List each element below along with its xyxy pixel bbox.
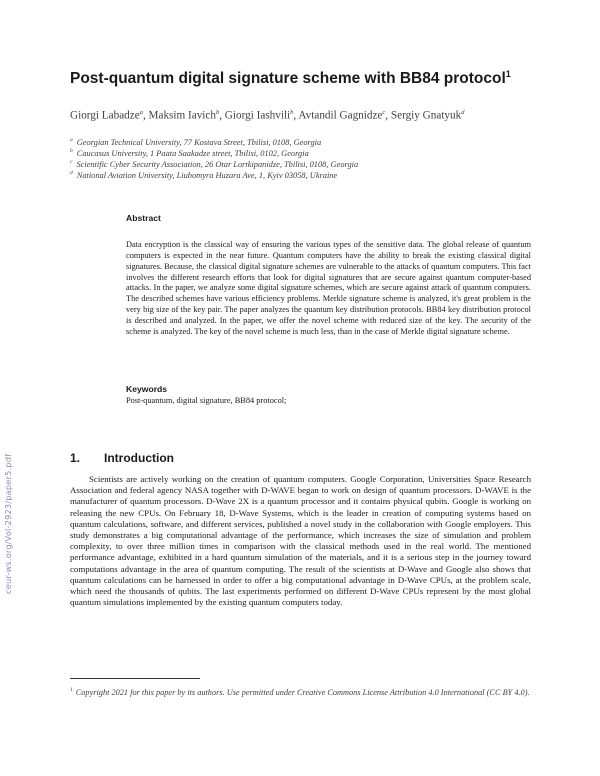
affiliation-text: Scientific Cyber Security Association, 26 Otar Lortkipanidze, Tbilisi, 0108, Georgia [76, 159, 359, 169]
affiliation-mark: c [70, 159, 73, 165]
author: Giorgi Labadze [70, 109, 140, 122]
paper-title-text: Post-quantum digital signature scheme with BB84 protocol [70, 70, 506, 88]
affiliation [70, 170, 540, 181]
footnote-mark: 1 [70, 687, 73, 693]
affiliation-mark: d [70, 170, 73, 176]
author-affil-mark: d [461, 109, 465, 116]
author: Maksim Iavich [148, 109, 216, 122]
abstract-text: Data encryption is the classical way of ensuring the various types of the sensitive data. The global release of quantum computers is expected in the near future. Quantum computers have the ability to break the existing classical digital signatures. Because, the classical digital signature schemes are vulnerable to the attacks of quantum computers. This fact involves the different research efforts that look for digital signatures that are secure against quantum computer-based attacks. In the paper, we analyze some digital signature schemes, which are secure against attack of quantum computers. The described schemes have various efficiency problems. Merkle signature scheme is analyzed, it's great problem is the very big size of the key pair. The paper analyzes the quantum key distribution protocols. BB84 key distribution protocol is described and analyzed. In the paper, we offer the novel scheme with reduced size of the key. The security of the scheme is analyzed. The key of the novel scheme is much less, than in the case of Merkle digital signature scheme. [126, 240, 531, 336]
title-footnote-mark: 1 [505, 69, 511, 79]
author-affil-mark: c [382, 109, 386, 116]
affiliation-text: Caucasus University, 1 Paata Saakadze street, Tbilisi, 0102, Georgia [76, 148, 309, 158]
author: Avtandil Gagnidze [298, 109, 383, 122]
affiliation-text: National Aviation University, Liubomyra Huzara Ave, 1, Kyiv 03058, Ukraine [76, 170, 338, 180]
affiliation [70, 148, 540, 159]
introduction-paragraph: Scientists are actively working on the creation of quantum computers. Google Corporation, Universities Space Research Association and federal agency NASA together with D-WAVE began to work on design of quantum processors. D-WAVE is the manufacturer of quantum processors. D-Wave 2X is a quantum processor and it contains physical qubits. Google is working on releasing the new CPUs. On February 18, D-Wave Systems, which is the leader in creation of computing systems based on quantum calculations, software, and different services, published a novel study in the collaboration with Google employers. This study demonstrates a big computational advantage of the performance, which increases the size of simulation and problem complexity, to over three million times in comparison with the classical methods used in the real world. The mentioned performance advantage, exhibited in a hard quantum simulation of the materials, and it is a serious step in the journey toward computations advantage in the area of quantum computing. The result of the scientists at D-Wave and Google also shows that quantum calculations can be harnessed in order to offer a big computational advantage in D-Wave CPUs, at the problem scale, which need the thousands of qubits. The last experiments performed on different D-Wave CPUs represent by the most global quantum simulations implemented by the existing quantum computers today. [70, 474, 531, 608]
section-title: Introduction [104, 451, 174, 465]
author-affil-mark: b [215, 109, 220, 116]
author: Giorgi Iashvili [224, 109, 291, 122]
footnote-text: Copyright 2021 for this paper by its authors. Use permitted under Creative Commons License Attribution 4.0 International (CC BY 4.0). [75, 687, 530, 697]
affiliation-list [70, 137, 540, 181]
author-affil-mark: b [290, 109, 294, 116]
author: Sergiy Gnatyuk [390, 109, 462, 122]
footnote [70, 685, 531, 698]
abstract-heading: Abstract [126, 213, 161, 223]
keywords-text: Post-quantum, digital signature, BB84 protocol; [126, 396, 287, 405]
affiliation-text: Georgian Technical University, 77 Kostava Street, Tbilisi, 0108, Georgia [76, 137, 322, 147]
affiliation [70, 137, 540, 148]
author-affil-mark: a [139, 109, 143, 116]
affiliation-mark: a [70, 137, 73, 143]
affiliation [70, 159, 540, 170]
keywords-heading: Keywords [126, 384, 168, 394]
paper-title [70, 69, 540, 88]
affiliation-mark: b [70, 148, 73, 154]
footnote-rule [70, 678, 200, 679]
author-list: Giorgi Labadze$^a$, Maksim Iavich$^b$, Giorgi Iashvili$^b$, Avtandil Gagnidze$^c$, Sergiy Gnatyuk$^d$ [70, 109, 465, 122]
section-number: 1. [70, 451, 81, 465]
side-url[interactable]: ceur-ws.org/Vol-2923/paper5.pdf [3, 453, 13, 594]
